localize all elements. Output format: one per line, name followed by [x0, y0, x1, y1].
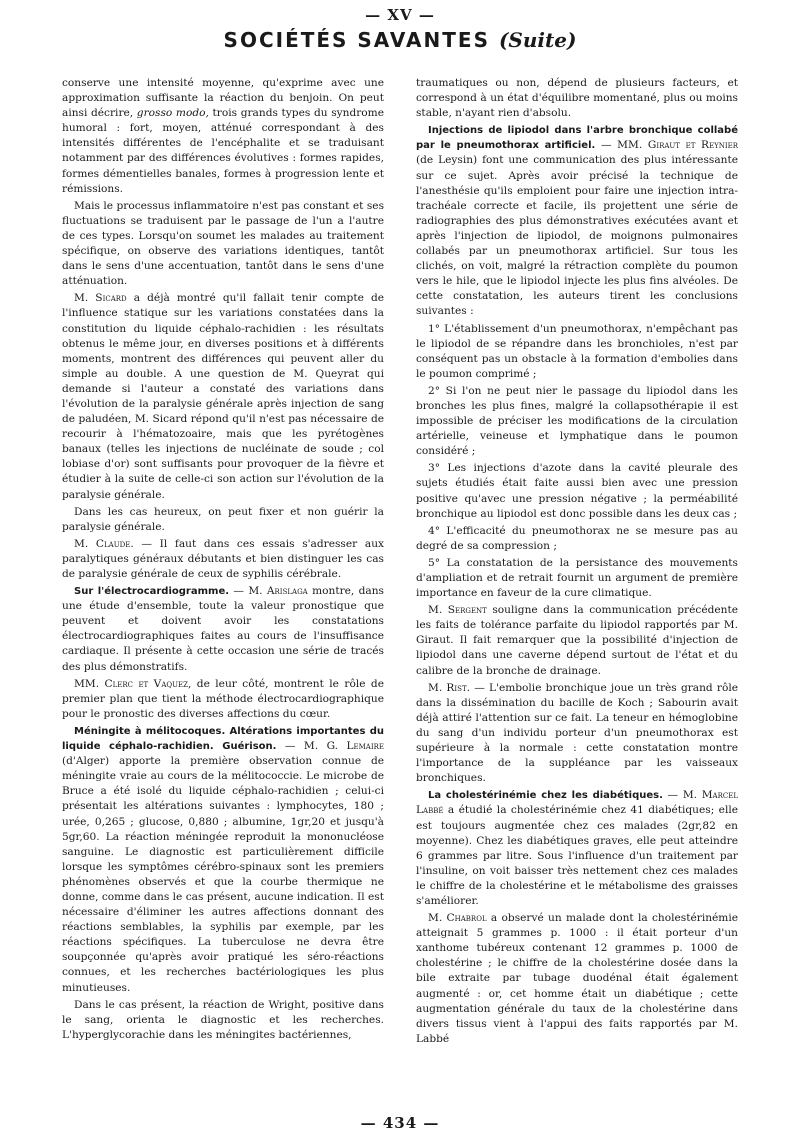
section-paragraph: Injections de lipiodol dans l'arbre bronchique collabé par le pneumothorax artificiel. — MM. Giraut et Reynier (de Leysin) font une communication des plus intéressante sur ce sujet. Après avoir précisé la technique de l'anesthésie qu'ils emploient pour faire une injection intra-trachéale correcte et facile, ils projettent une série de radiographies des plus démonstratives exécutées avant et après l'injection de lipiodol, de moignons pulmonaires collabés par un pneumothorax artificiel. Sur tous les clichés, on voit, malgré la rétraction complète du poumon vers le hile, que le lipiodol injecte les plus fins alvéoles. De cette constatation, les auteurs tirent les conclusions suivantes :: [416, 125, 738, 318]
section-paragraph: Méningite à mélitocoques. Altérations importantes du liquide céphalo-rachidien. Guérison. — M. G. Lemaire (d'Alger) apporte la première observation connue de méningite vraie au cours de la mélitococcie. Le microbe de Bruce a été isolé du liquide céphalo-rachidien ; celui-ci présentait les altérations suivantes : lymphocytes, 180 ; urée, 0,265 ; glucose, 0,880 ; albumine, 1gr,20 et jusqu'à 5gr,60. La réaction méningée reproduit la mononucléose sanguine. Le diagnostic est particulièrement difficile lorsque les symptômes cérébro-spinaux sont les premiers phénomènes observés et que la courbe thermique ne donne, comme dans le cas présent, aucune indication. Il est nécessaire d'éliminer les autres affections donnant des réactions semblables, la syphilis par exemple, par les réactions spécifiques. La tuberculose ne devra être soupçonnée qu'après avoir pratiqué les séro-réactions connues, et les recherches bactériologiques les plus minutieuses.: [62, 725, 385, 994]
conclusion-item: 2° Si l'on ne peut nier le passage du lipiodol dans les bronches les plus fines, malgré la collapsothérapie il est impossible de préciser les modifications de la circulation artérielle, veineuse et lymphatique dans le poumon considéré ;: [416, 384, 738, 458]
section-paragraph: Sur l'électrocardiogramme. — M. Arislaga montre, dans une étude d'ensemble, toute la valeur pronostique que peuvent et doivent avoir les constatations électrocardiographiques faites au cours de l'insuffisance cardiaque. Il présente à cette occasion une série de tracés des plus démonstratifs.: [62, 585, 384, 673]
conclusion-item: 1° L'établissement d'un pneumothorax, n'empêchant pas le lipiodol de se répandre dans les bronchioles, n'est par conséquent pas un obstacle à la formation d'embolies dans le poumon comprimé ;: [416, 322, 738, 380]
conclusion-item: 4° L'efficacité du pneumothorax ne se mesure pas au degré de sa compression ;: [416, 524, 738, 552]
paragraph: M. Sergent souligne dans la communication précédente les faits de tolérance parfaite du lipiodol rapportés par M. Giraut. Il fait remarquer que la possibilité d'injection de lipiodol dans une caverne dépend surtout de l'état et du calibre de la bronche de drainage.: [416, 604, 738, 677]
section-paragraph: La cholestérinémie chez les diabétiques. — M. Marcel Labbé a étudié la cholestérinémie chez 41 diabétiques; elle est toujours augmentée chez ces malades (2gr,82 en moyenne). Chez les diabétiques graves, elle peut atteindre 6 grammes par litre. Sous l'influence d'un traitement par l'insuline, on voit baisser très nettement chez ces malades le chiffre de la cholestérine et le métabolisme des graisses s'améliorer.: [416, 789, 738, 907]
author-name: M. Chabrol: [428, 912, 487, 925]
author-name: M. Sicard: [74, 292, 127, 305]
right-column: [416, 76, 738, 1049]
paragraph: Dans le cas présent, la réaction de Wright, positive dans le sang, orienta le diagnostic et les recherches. L'hyperglycorachie dans les méningites bactériennes,: [62, 998, 384, 1041]
paragraph: M. Chabrol a observé un malade dont la cholestérinémie atteignait 5 grammes p. 1000 : il était porteur d'un xanthome tubéreux contenant 12 grammes p. 1000 de cholestérine ; le chiffre de la cholestérine dosée dans la bile extraite par tubage duodénal était également augmenté : or, cet homme était un diabétique ; cette augmentation générale du taux de la cholestérine dans divers tissus vient à l'appui des faits rapportés par M. Labbé: [416, 912, 739, 1045]
paragraph: traumatiques ou non, dépend de plusieurs facteurs, et correspond à un état d'équilibre momentané, plus ou moins stable, n'ayant rien d'absolu.: [416, 77, 738, 120]
paragraph: conserve une intensité moyenne, qu'exprime avec une approximation suffisante la réaction du benjoin. On peut ainsi décrire, grosso modo, trois grands types du syndrome humoral : fort, moyen, atténué correspondant à des intensités différentes de l'encéphalite et se traduisant notamment par des différences évolutives : formes rapides, formes démentielles banales, formes à progression lente et rémissions.: [62, 77, 384, 195]
page-number: — 434 —: [360, 1114, 440, 1132]
author-name: Lemaire: [346, 740, 385, 753]
paragraph: Dans les cas heureux, on peut fixer et non guérir la paralysie générale.: [62, 505, 384, 533]
author-name: M. Claude.: [74, 537, 134, 550]
conclusion-item: 5° La constatation de la persistance des mouvements d'ampliation et de retrait fournit un argument de première importance en faveur de la cure climatique.: [416, 556, 738, 600]
page-heading: [0, 28, 800, 52]
section-title: Méningite à mélitocoques. Altérations importantes du liquide céphalo-rachidien. Guérison.: [62, 725, 384, 753]
heading-suite: (Suite): [498, 28, 577, 52]
paragraph: M. Claude. — Il faut dans ces essais s'adresser aux paralytiques généraux débutants et bien distinguer les cas de paralysie générale de ceux de syphilis cérébrale.: [62, 537, 384, 580]
heading-title: SOCIÉTÉS SAVANTES: [223, 28, 490, 52]
paragraph: Mais le processus inflammatoire n'est pas constant et ses fluctuations se traduisent par le passage de l'un a l'autre de ces types. Lorsqu'on soumet les malades au traitement spécifique, on observe des variations identiques, tantôt dans le sens d'une accentuation, tantôt dans le sens d'une atténuation.: [62, 199, 384, 288]
author-name: Clerc et Vaquez,: [104, 677, 192, 690]
author-name: Arislaga: [266, 585, 308, 598]
paragraph: M. Sicard a déjà montré qu'il fallait tenir compte de l'influence statique sur les variations constatées dans la constitution du liquide céphalo-rachidien : les résultats obtenus le même jour, en diverses positions et à différents moments, montrent des différences qui peuvent aller du simple au double. A une question de M. Queyrat qui demande si l'auteur a constaté des variations dans l'évolution de la paralysie générale après injection de sang de paludéen, M. Sicard répond qu'il n'est pas nécessaire de recourir à l'hématozoaire, mais que les pyrétogènes banaux (telles les injections de nucléinate de soude ; col lobiase d'or) sont suffisants pour provoquer de la fièvre et étudier à la suite de celle-ci son action sur l'évolution de la paralysie générale.: [62, 292, 385, 501]
paragraph: MM. Clerc et Vaquez, de leur côté, montrent le rôle de premier plan que tient la méthode électrocardiographique pour le pronostic des diverses affections du cœur.: [62, 677, 384, 720]
section-title: La cholestérinémie chez les diabétiques.: [428, 790, 663, 802]
left-column: [62, 76, 384, 1045]
conclusion-item: 3° Les injections d'azote dans la cavité pleurale des sujets étudiés était faite aussi bien avec une pression positive qu'avec une pression négative ; la perméabilité bronchique au lipiodol est donc possible dans les deux cas ;: [416, 462, 738, 520]
author-name: M. Rist.: [428, 681, 470, 694]
section-title: Sur l'électrocardiogramme.: [74, 586, 230, 598]
paragraph: M. Rist. — L'embolie bronchique joue un très grand rôle dans la dissémination du bacille de Koch ; Sabourin avait déjà attiré l'attention sur ce fait. La teneur en hémoglobine du sang d'un individu porteur d'un pneumothorax est supérieure à la normale : cette constatation montre l'importance de la suppléance par les vaisseaux bronchiques.: [416, 681, 739, 785]
author-name: M. Sergent: [428, 604, 487, 617]
roman-folio: — XV —: [365, 6, 435, 24]
author-name: Giraut et Reynier: [647, 139, 738, 152]
author-name: Marcel Labbé: [416, 789, 738, 817]
section-title: Injections de lipiodol dans l'arbre bronchique collabé par le pneumothorax artificiel.: [416, 125, 738, 152]
